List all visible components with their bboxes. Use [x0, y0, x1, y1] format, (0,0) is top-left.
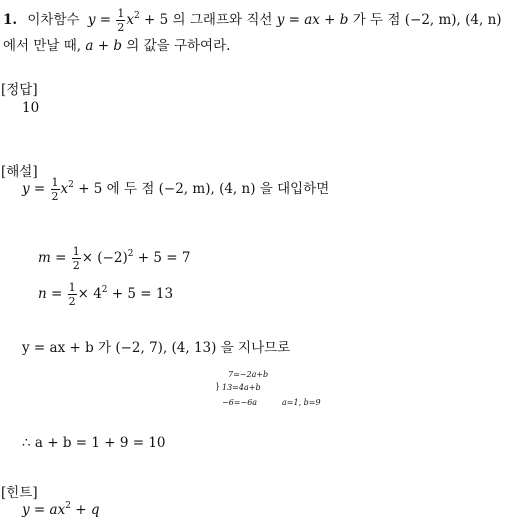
- fraction-half: $\frac{1}{2}$: [51, 176, 59, 203]
- answer-value: 10: [22, 100, 40, 116]
- exponent: 2: [68, 180, 74, 190]
- answer-label: [정답]: [1, 82, 38, 98]
- therefore-line: ∴ a + b = 1 + 9 = 10: [22, 435, 166, 451]
- problem-line-2: [3, 34, 230, 54]
- solution-label: [해설]: [1, 164, 38, 180]
- problem-line-1: [3, 8, 502, 33]
- exponent: 2: [127, 249, 134, 259]
- problem-expr-line: y = ax + b: [276, 12, 349, 28]
- exponent: 2: [101, 285, 108, 295]
- n-rhs: × 4: [77, 286, 102, 302]
- system-solution: a=1, b=9: [282, 398, 321, 407]
- fraction-half: $\frac{1}{2}$: [117, 7, 125, 34]
- sub-tail: + 5 에 두 점 (−2, m), (4, n) 을 대입하면: [78, 181, 330, 197]
- fraction-half: $\frac{1}{2}$: [72, 245, 80, 272]
- system-eq-1: 7=−2a+b: [228, 370, 269, 379]
- problem-line2-end: 의 값을 구하여라.: [121, 38, 231, 54]
- problem-text-d: + 5 의 그래프와 직선: [144, 12, 273, 28]
- m-equation: [38, 246, 190, 271]
- solution-substitute-line: [22, 177, 329, 202]
- n-equation: [38, 282, 173, 307]
- hint-expr-main: y = ax: [22, 502, 66, 518]
- hint-exponent: 2: [65, 501, 71, 511]
- fraction-half: $\frac{1}{2}$: [68, 281, 76, 308]
- problem-expr-x: x: [126, 12, 135, 28]
- problem-points: (−2, m), (4, n): [404, 12, 502, 28]
- problem-number: 1.: [3, 12, 18, 28]
- hint-tail: + q: [70, 502, 100, 518]
- problem-text-f: 가 두 점: [352, 12, 401, 28]
- problem-line2-expr: a + b: [85, 38, 122, 54]
- system-eq-2: 13=4a+b: [222, 383, 261, 392]
- hint-label: [힌트]: [1, 485, 38, 501]
- problem-text-a: 이차함수: [27, 12, 80, 28]
- problem-expr-y: y =: [87, 12, 116, 28]
- system-brace: }: [215, 382, 221, 391]
- m-end: + 5 = 7: [133, 250, 191, 266]
- m-rhs: × (−2): [81, 250, 128, 266]
- m-lhs: m =: [38, 250, 71, 266]
- n-lhs: n =: [38, 286, 67, 302]
- exponent: 2: [134, 11, 140, 21]
- n-end: + 5 = 13: [107, 286, 174, 302]
- problem-line2-text: 에서 만날 때,: [3, 38, 86, 54]
- hint-expr: [22, 502, 99, 518]
- sub-prefix: y =: [22, 181, 50, 197]
- line-through-text: y = ax + b 가 (−2, 7), (4, 13) 을 지나므로: [22, 340, 291, 356]
- system-eq-3: −6=−6a: [222, 398, 258, 407]
- sub-x: x: [60, 181, 69, 197]
